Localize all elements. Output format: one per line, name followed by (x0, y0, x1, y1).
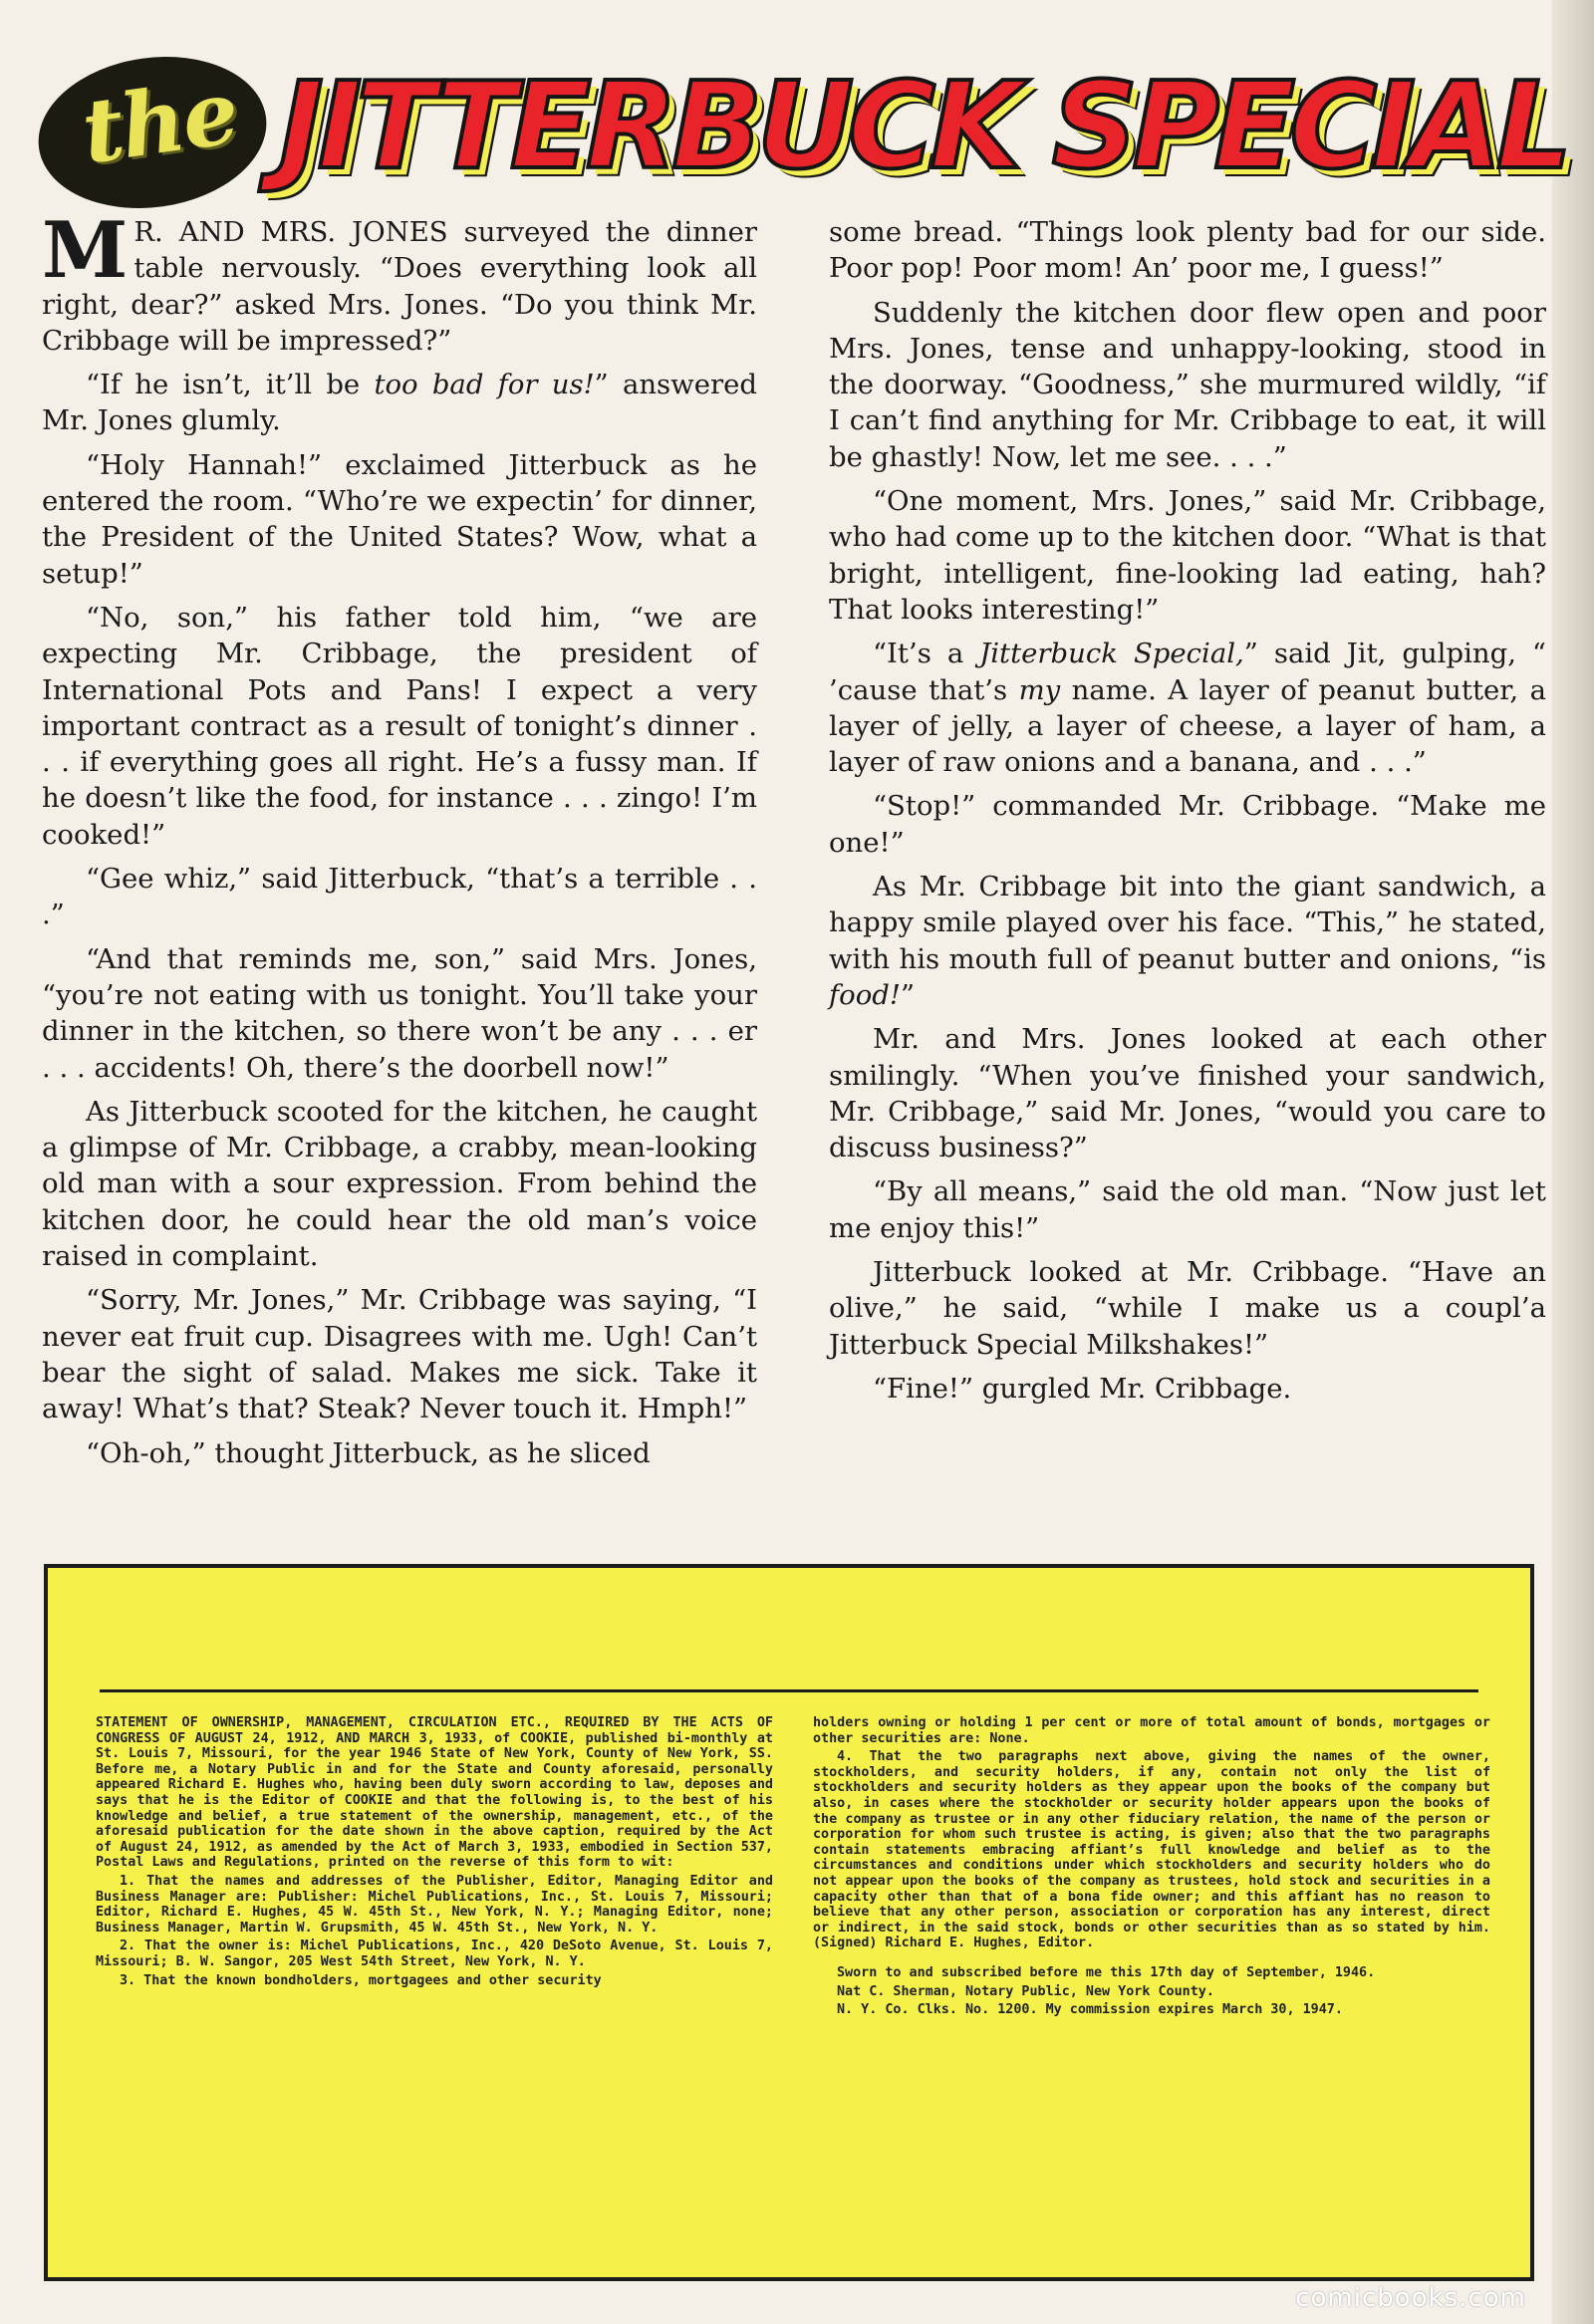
title-main: JITTERBUCK SPECIAL (279, 58, 1567, 196)
story-paragraph: “And that reminds me, son,” said Mrs. Jones, “you’re not eating with us tonight. You’ll take your dinner in the kitchen, so there won’t be any . . . er . . . accidents! Oh, there’s the doorbell now!” (42, 942, 757, 1084)
story-paragraph: some bread. “Things look plenty bad for our side. Poor pop! Poor mom! An’ poor me, I guess!” (829, 216, 1546, 285)
paragraph-text: As Mr. Cribbage bit into the giant sandwich, a happy smile played over his face. “This,” he stated, with his mouth full of peanut butter and onions, “is (829, 871, 1546, 975)
story-paragraph: “Oh-oh,” thought Jitterbuck, as he sliced (86, 1436, 651, 1469)
paragraph-italic: Jitterbuck Special, (979, 638, 1244, 670)
story-paragraph: “One moment, Mrs. Jones,” said Mr. Cribbage, who had come up to the kitchen door. “What is that bright, intelligent, fine-looking lad eating, hah? That looks interesting!” (829, 485, 1546, 626)
notice-paragraph: 3. That the known bondholders, mortgagees and other security (120, 1972, 602, 1988)
notice-paragraph: 2. That the owner is: Michel Publications, Inc., 420 DeSoto Avenue, St. Louis 7, Missouri; B. W. Sangor, 205 West 54th Street, New York, N. Y. (96, 1938, 773, 1969)
paragraph-text: ” (900, 978, 916, 1011)
notice-column-right (813, 1715, 1490, 2021)
notice-paragraph: 4. That the two paragraphs next above, giving the names of the owner, stockholders, and security holders, if any, contain not only the list of stockholders and security holders as they appear upon the books of the company but also, in cases where the stockholder or security holder appears upon the books of the company as trustee or in any other fiduciary relation, the name of the person or corporation for whom such trustee is acting, is given; also that the two paragraphs contain statements embracing affiant’s full knowledge and belief as to the circumstances and conditions under which stockholders and security holders who do not appear upon the books of the company as trustees, hold stock and securities in a capacity other than that of a bona fide owner; and this affiant has no reason to believe that any other person, association or corporation has any interest, direct or indirect, in the said stock, bonds or other securities than as so stated by him. (Signed) Richard E. Hughes, Editor. (813, 1749, 1490, 1951)
story-paragraph: Mr. and Mrs. Jones looked at each other smilingly. “When you’ve finished your sandwich, Mr. Cribbage,” said Mr. Jones, “would you care to discuss business?” (829, 1023, 1546, 1164)
paragraph-text: ” said Jit, gulping, “ ’cause that’s (829, 638, 1546, 706)
notice-paragraph: 1. That the names and addresses of the Publisher, Editor, Managing Editor and Business Manager are: Publisher: Michel Publications, Inc., St. Louis 7, Missouri; Editor, Richard E. Hughes, 45 W. 45th St., New York, N. Y.; Managing Editor, none; Business Manager, Martin W. Grupsmith, 45 W. 45th St., New York, N. Y. (96, 1873, 773, 1936)
paragraph-text: “It’s a (873, 638, 980, 670)
divider-rule (100, 1689, 1478, 1692)
title-banner (30, 40, 1567, 219)
site-watermark: comicbooks.com (1295, 2283, 1526, 2313)
notice-notary-line: Nat C. Sherman, Notary Public, New York County. (837, 1983, 1214, 1999)
paragraph-text: R. AND MRS. JONES surveyed the dinner table nervously. “Does everything look all right, dear?” asked Mrs. Jones. “Do you think Mr. Cribbage will be impressed?” (42, 216, 757, 357)
title-prefix: the (76, 59, 243, 184)
story-paragraph: “Fine!” gurgled Mr. Cribbage. (873, 1372, 1292, 1405)
notice-sworn-line: Sworn to and subscribed before me this 17th day of September, 1946. (837, 1964, 1376, 1980)
story-paragraph: “By all means,” said the old man. “Now just let me enjoy this!” (829, 1175, 1546, 1244)
paragraph-italic: my (1018, 673, 1061, 706)
ownership-statement-box (44, 1564, 1534, 2281)
story-paragraph (829, 636, 1546, 780)
story-paragraph: Suddenly the kitchen door flew open and poor Mrs. Jones, tense and unhappy-looking, stood in the doorway. “Goodness,” she murmured wildly, “if I can’t find anything for Mr. Cribbage to eat, it will be ghastly! Now, let me see. . . .” (829, 296, 1546, 473)
story-paragraph (42, 367, 757, 439)
page-edge-shadow (1552, 0, 1594, 2324)
notice-paragraph: holders owning or holding 1 per cent or more of total amount of bonds, mortgages or other securities are: None. (813, 1715, 1490, 1746)
paragraph-italic: too bad for us! (374, 369, 595, 401)
story-paragraph: “Holy Hannah!” exclaimed Jitterbuck as he entered the room. “Who’re we expectin’ for dinner, the President of the United States? Wow, what a setup!” (42, 448, 757, 590)
story-paragraph: “Stop!” commanded Mr. Cribbage. “Make me one!” (829, 790, 1546, 859)
story-paragraph: “No, son,” his father told him, “we are expecting Mr. Cribbage, the president of International Pots and Pans! I expect a very important contract as a result of tonight’s dinner . . . if everything goes all right. He’s a fussy man. If he doesn’t like the food, for instance . . . zingo! I’m cooked!” (42, 601, 757, 851)
story-paragraph (829, 869, 1546, 1013)
story-paragraph: Jitterbuck looked at Mr. Cribbage. “Have an olive,” he said, “while I make us a coupl’a Jitterbuck Special Milkshakes!” (829, 1256, 1546, 1361)
paragraph-italic: food! (829, 978, 901, 1011)
paragraph-text: name. A layer of peanut butter, a layer of jelly, a layer of cheese, a layer of ham, a layer of raw onions and a banana, and . . .” (829, 673, 1546, 779)
story-paragraph: “Gee whiz,” said Jitterbuck, “that’s a terrible . . .” (42, 863, 757, 931)
drop-cap: M (42, 205, 129, 296)
notice-paragraph: STATEMENT OF OWNERSHIP, MANAGEMENT, CIRCULATION ETC., REQUIRED BY THE ACTS OF CONGRESS OF AUGUST 24, 1912, AND MARCH 3, 1933, of COOKIE, published bi-monthly at St. Louis 7, Missouri, for the year 1946 State of New York, County of New York, SS. Before me, a Notary Public in and for the State and County aforesaid, personally appeared Richard E. Hughes who, having been duly sworn according to law, deposes and says that he is the Editor of COOKIE and that the following is, to the best of his knowledge and belief, a true statement of the ownership, management, etc., of the aforesaid publication for the date shown in the above caption, required by the Act of August 24, 1912, as amended by the Act of March 3, 1933, embodied in Section 537, Postal Laws and Regulations, printed on the reverse of this form to wit: (96, 1715, 773, 1871)
notice-column-left (96, 1715, 773, 1991)
story-paragraph (42, 205, 757, 359)
story-column-right (829, 214, 1546, 1415)
story-column-left (42, 205, 757, 1479)
paragraph-text: “If he isn’t, it’ll be (86, 369, 375, 401)
story-paragraph: As Jitterbuck scooted for the kitchen, he caught a glimpse of Mr. Cribbage, a crabby, mean-looking old man with a sour expression. From behind the kitchen door, he could hear the old man’s voice raised in complaint. (42, 1095, 757, 1273)
notice-commission-line: N. Y. Co. Clks. No. 1200. My commission expires March 30, 1947. (837, 2002, 1343, 2018)
story-paragraph: “Sorry, Mr. Jones,” Mr. Cribbage was saying, “I never eat fruit cup. Disagrees with me. Ugh! Can’t bear the sight of salad. Makes me sick. Take it away! What’s that? Steak? Never touch it. Hmph!” (42, 1284, 757, 1425)
paragraph-text: ” answered Mr. Jones glumly. (42, 369, 757, 437)
